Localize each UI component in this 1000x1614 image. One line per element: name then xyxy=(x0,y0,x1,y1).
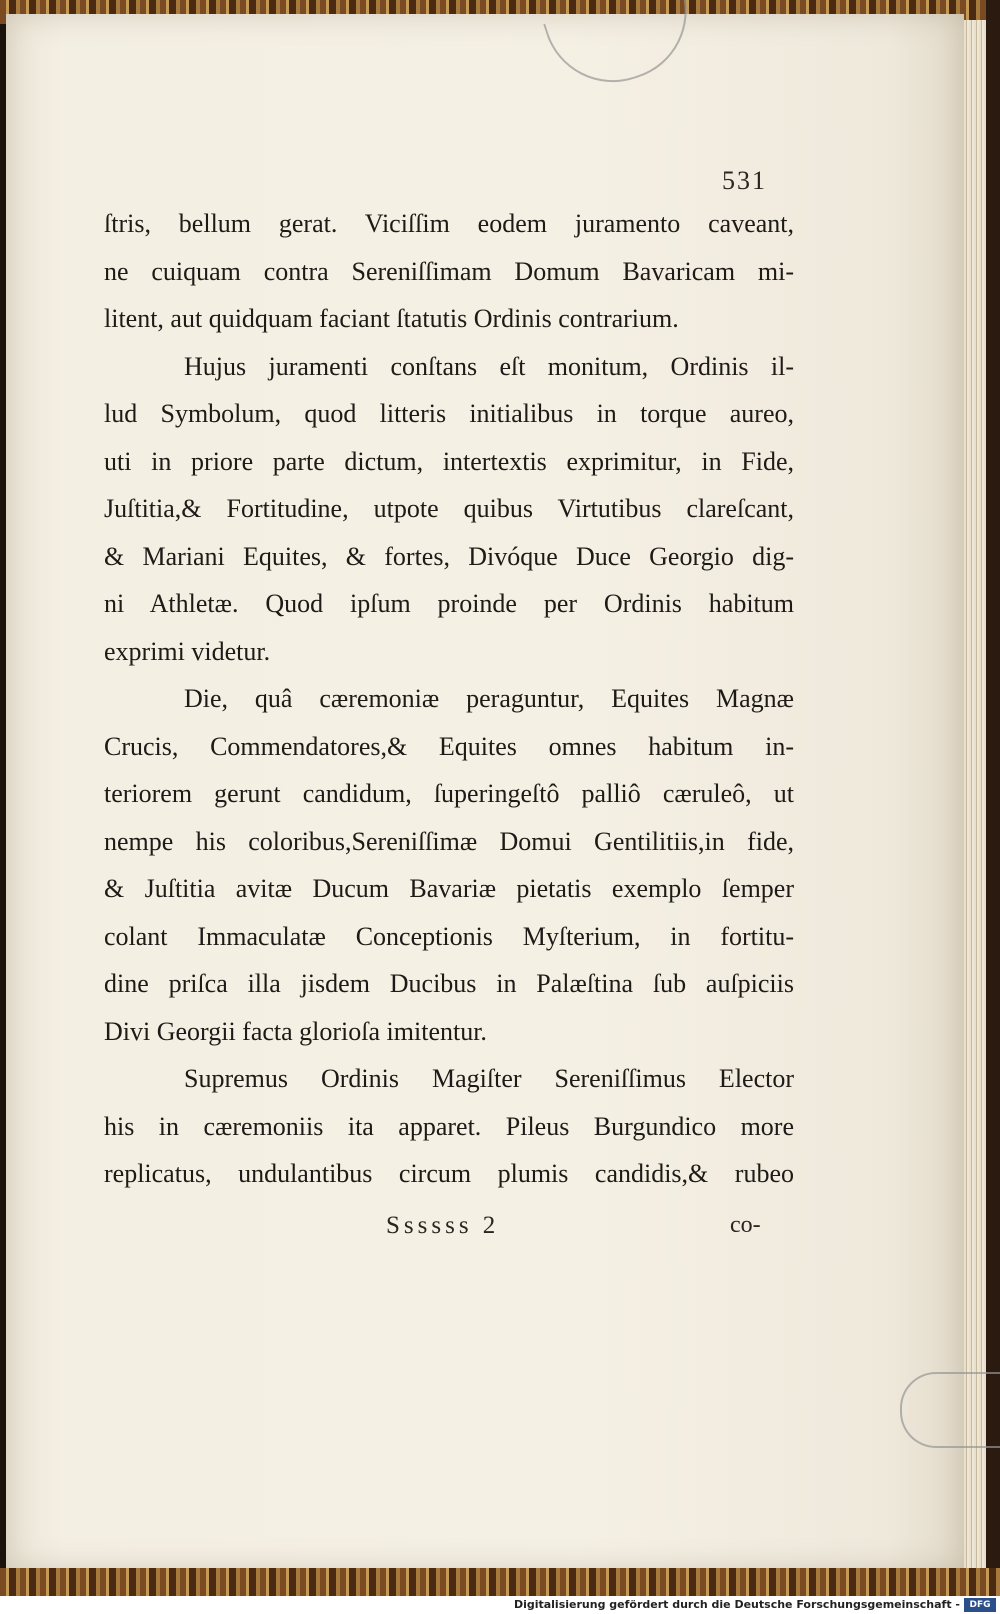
signature-mark: Ssssss 2 xyxy=(386,1212,500,1239)
catchword: co- xyxy=(730,1212,761,1238)
footer-credit: Digitalisierung gefördert durch die Deutsche Forschungsgemeinschaft - xyxy=(513,1598,960,1611)
text-line: replicatus, undulantibus circum plumis candidis,& rubeo xyxy=(104,1159,794,1188)
text-line: nempe his coloribus,Sereniſſimæ Domui Gentilitiis,in fide, xyxy=(104,826,794,856)
paper-clip-lower xyxy=(900,1372,1000,1448)
text-line: ni Athletæ. Quod ipſum proinde per Ordinis habitum xyxy=(104,589,794,618)
binding-strip xyxy=(986,0,1000,1596)
text-line: ſtris, bellum gerat. Viciſſim eodem juramento caveant, xyxy=(104,209,794,238)
text-line: & Juſtitia avitæ Ducum Bavariæ pietatis exemplo ſemper xyxy=(104,874,794,903)
text-line: Supremus Ordinis Magiſter Sereniſſimus Elector xyxy=(184,1064,794,1093)
text-line: Juſtitia,& Fortitudine, utpote quibus Virtutibus clareſcant, xyxy=(104,494,794,523)
text-line: exprimi videtur. xyxy=(104,636,271,666)
text-line: uti in priore parte dictum, intertextis exprimitur, in Fide, xyxy=(104,446,794,476)
decorative-border-bottom xyxy=(0,1568,1000,1596)
dfg-logo-icon: DFG xyxy=(964,1598,996,1612)
text-line: colant Immaculatæ Conceptionis Myſterium, in fortitu- xyxy=(104,921,794,951)
body-text xyxy=(104,200,794,1198)
text-line: lud Symbolum, quod litteris initialibus in torque aureo, xyxy=(104,399,794,428)
text-line: Divi Georgii facta glorioſa imitentur. xyxy=(104,1016,487,1046)
text-line: & Mariani Equites, & fortes, Divóque Duce Georgio dig- xyxy=(104,541,794,571)
text-line: dine priſca illa jisdem Ducibus in Palæſtina ſub auſpiciis xyxy=(104,969,794,998)
text-line: Die, quâ cæremoniæ peraguntur, Equites Magnæ xyxy=(184,684,794,713)
text-line: Crucis, Commendatores,& Equites omnes habitum in- xyxy=(104,731,794,761)
text-line: litent, aut quidquam faciant ſtatutis Ordinis contrarium. xyxy=(104,304,679,333)
text-line: teriorem gerunt candidum, ſuperingeſtô palliô cæruleô, ut xyxy=(104,779,794,808)
page-edges xyxy=(964,20,986,1568)
text-line: his in cæremoniis ita apparet. Pileus Burgundico more xyxy=(104,1111,794,1141)
page-number: 531 xyxy=(722,166,767,195)
text-line: ne cuiquam contra Sereniſſimam Domum Bavaricam mi- xyxy=(104,256,794,286)
text-line: Hujus juramenti conſtans eſt monitum, Ordinis il- xyxy=(184,351,794,381)
